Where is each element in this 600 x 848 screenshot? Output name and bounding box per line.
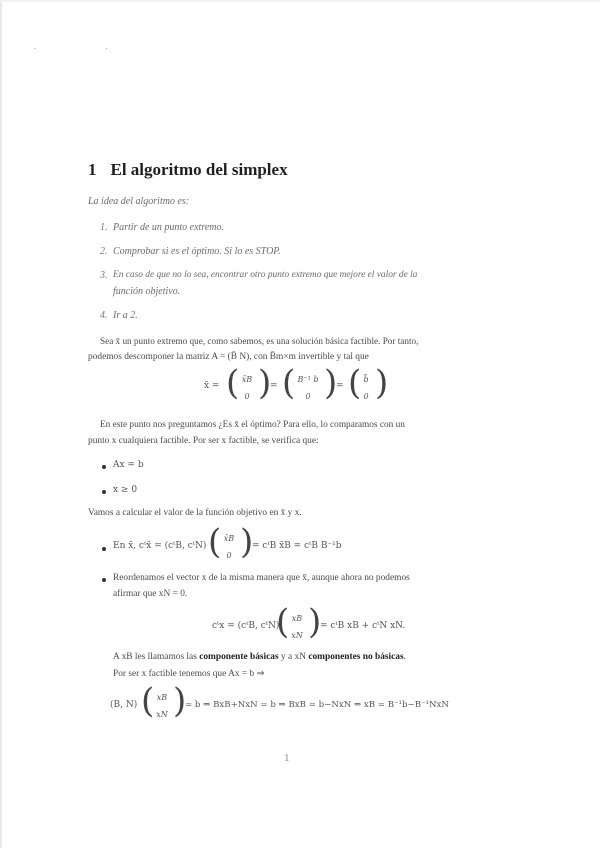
eq2-vec-top: xB	[291, 614, 303, 623]
step-1-number: 1.	[100, 222, 108, 233]
para1-line1: Sea x̄ un punto extremo que, como sabemos, es una solución básica factible. Por tanto,	[100, 336, 419, 346]
eq1-v2-bottom: 0	[305, 392, 311, 401]
step-4-text: Ir a 2.	[113, 310, 138, 321]
condition-1: Ax = b	[113, 460, 144, 470]
condition-1-bullet	[102, 465, 106, 469]
step-3-text-line2: función objetivo.	[113, 286, 181, 297]
eq3-lhs: (B, N)	[110, 700, 138, 710]
para4-line2: Por ser x factible tenemos que Ax = b ⇒	[113, 669, 265, 679]
scan-edge-left	[0, 0, 2, 848]
scan-edge-top	[0, 0, 600, 2]
bullet-b-line2: afirmar que xN = 0.	[113, 589, 188, 599]
step-3-number: 3.	[100, 270, 108, 281]
para4-part-a: A xB les llamamos las	[113, 652, 200, 662]
eq1-v3-bottom: 0	[363, 392, 369, 401]
eq1-paren-close-2: )	[324, 363, 338, 403]
eq3-vec-bottom: xN	[156, 710, 168, 719]
bullet-a-paren-close: )	[240, 522, 254, 562]
para4-line1	[113, 652, 406, 662]
step-4-number: 4.	[100, 310, 108, 321]
bullet-b-line1: Reordenamos el vector x de la misma manera que x̄, aunque ahora no podemos	[113, 573, 410, 583]
eq1-equals-2: =	[336, 381, 344, 391]
para2-line1: En este punto nos preguntamos ¿Es x̄ el óptimo? Para ello, lo comparamos con un	[100, 420, 405, 430]
eq1-lhs: x̄ =	[204, 381, 220, 391]
para4-bold-nonbasic: componentes no básicas	[308, 652, 404, 662]
bullet-a-dot	[102, 547, 106, 551]
bullet-a-vec-top: x̄B	[223, 534, 235, 543]
eq3-rhs: = b ⇒ BxB+NxN = b ⇒ BxB = b−NxN ⇒ xB = B⁻¹b−B⁻¹NxN	[185, 700, 449, 710]
eq2-paren-open: (	[276, 602, 290, 642]
bullet-a-paren-open: (	[208, 522, 222, 562]
eq3-vec-top: xB	[156, 693, 168, 702]
eq2-paren-close: )	[308, 602, 322, 642]
page-number: 1	[284, 752, 290, 764]
eq1-paren-open-2: (	[282, 363, 296, 403]
eq3-paren-open: (	[141, 681, 155, 721]
step-3-text-line1: En caso de que no lo sea, encontrar otro punto extremo que mejore el valor de la	[113, 270, 418, 280]
intro-text: La idea del algoritmo es:	[88, 196, 190, 207]
eq1-paren-open-3: (	[348, 363, 362, 403]
bullet-a-vec-bottom: 0	[226, 551, 232, 560]
para4-bold-basic: componente básicas	[199, 652, 279, 662]
para3: Vamos a calcular el valor de la función objetivo en x̄ y x.	[88, 508, 302, 518]
eq2-rhs: = cᵗB xB + cᵗN xN.	[320, 621, 406, 631]
scan-specks: · ·	[34, 46, 142, 53]
eq1-paren-close-3: )	[375, 363, 389, 403]
para4-part-c: y a xN	[278, 652, 309, 662]
eq3-paren-close: )	[173, 681, 187, 721]
section-heading	[88, 160, 288, 180]
condition-2: x ≥ 0	[113, 485, 138, 495]
eq1-v2-top: B⁻¹ b	[297, 375, 319, 384]
eq2-lhs: cᵗx = (cᵗB, cᵗN)	[212, 621, 280, 631]
step-2-text: Comprobar si es el óptimo. Si lo es STOP.	[113, 246, 281, 257]
bullet-b-dot	[102, 578, 106, 582]
section-title: El algoritmo del simplex	[110, 160, 288, 179]
eq1-v3-top: b̄	[363, 375, 369, 384]
para1-line2: podemos descomponer la matriz A = (B̄ N), con B̄m×m invertible y tal que	[88, 352, 369, 362]
bullet-a-suffix: = cᵗB x̄B = cᵗB B⁻¹b	[252, 541, 342, 551]
bullet-a-prefix: En x̄, cᵗx̄ = (cᵗB, cᵗN)	[113, 541, 207, 551]
eq1-v1-bottom: 0	[244, 392, 250, 401]
eq1-v1-top: x̄B	[241, 375, 253, 384]
section-number: 1	[88, 160, 97, 179]
step-2-number: 2.	[100, 246, 108, 257]
condition-2-bullet	[102, 490, 106, 494]
eq2-vec-bottom: xN	[291, 631, 303, 640]
para4-part-d: .	[403, 652, 406, 662]
step-1-text: Partir de un punto extremo.	[113, 222, 225, 233]
eq1-paren-open-1: (	[226, 363, 240, 403]
eq1-equals: =	[270, 381, 278, 391]
para2-line2: punto x cualquiera factible. Por ser x factible, se verifica que:	[88, 436, 319, 446]
eq1-paren-close-1: )	[258, 363, 272, 403]
